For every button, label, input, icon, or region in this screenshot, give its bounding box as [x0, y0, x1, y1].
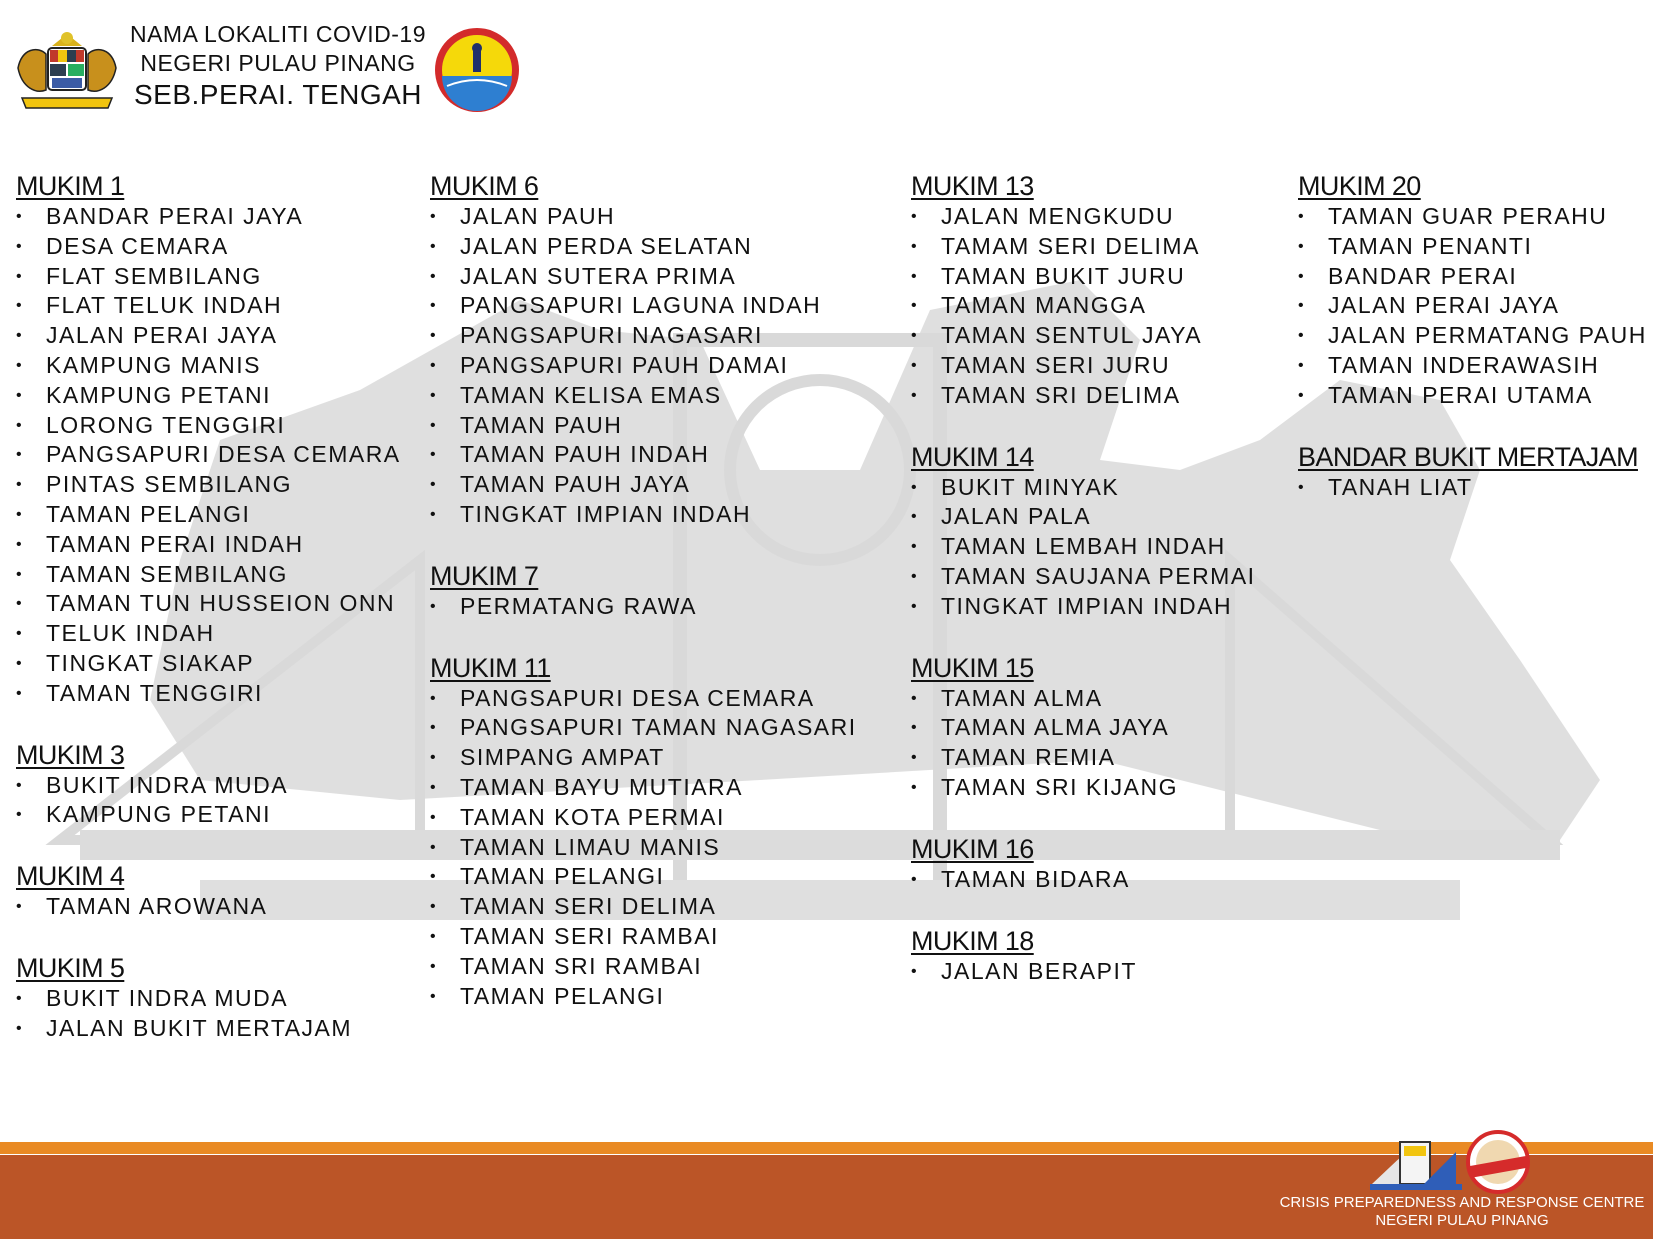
bullet-icon: • [430, 237, 438, 255]
section-title: MUKIM 16 [911, 833, 1034, 864]
list-item [1298, 381, 1647, 411]
locality-name: DESA CEMARA [46, 232, 229, 259]
footer-logos [1366, 1128, 1546, 1198]
list-item [16, 1014, 401, 1044]
locality-list [911, 684, 1256, 803]
bullet-icon: • [911, 508, 919, 526]
locality-name: TINGKAT IMPIAN INDAH [460, 500, 752, 527]
penang-emblem-icon [433, 26, 521, 114]
header-titles [124, 20, 432, 112]
list-item [16, 381, 401, 411]
bullet-icon: • [1298, 356, 1306, 374]
locality-name: BUKIT INDRA MUDA [46, 984, 289, 1011]
bullet-icon: • [16, 476, 24, 494]
bullet-icon: • [911, 597, 919, 615]
header-title-line-1: NAMA LOKALITI COVID-19 [129, 21, 427, 47]
locality-name: TAMAN BIDARA [941, 865, 1130, 892]
locality-name: TAMAN KOTA PERMAI [460, 803, 725, 830]
list-item [16, 560, 401, 590]
bullet-icon: • [16, 446, 24, 464]
list-item [430, 470, 857, 500]
list-item [430, 743, 857, 773]
list-item [1298, 351, 1647, 381]
list-item [911, 381, 1256, 411]
bullet-icon: • [911, 297, 919, 315]
bullet-icon: • [430, 987, 438, 1005]
bullet-icon: • [16, 327, 24, 345]
section-title: MUKIM 14 [911, 441, 1034, 472]
locality-name: TANAH LIAT [1328, 473, 1473, 500]
locality-list [911, 957, 1256, 987]
locality-name: TAMAN SEMBILANG [46, 560, 288, 587]
locality-list [430, 202, 857, 530]
list-item [430, 922, 857, 952]
bullet-icon: • [911, 356, 919, 374]
list-item [16, 291, 401, 321]
section-title: MUKIM 11 [430, 652, 551, 683]
list-item [430, 892, 857, 922]
mukim-section [430, 652, 857, 1012]
locality-list [16, 202, 401, 709]
locality-name: JALAN SUTERA PRIMA [460, 262, 737, 289]
bullet-icon: • [911, 267, 919, 285]
locality-list [16, 892, 401, 922]
locality-name: TAMAN PERAI UTAMA [1328, 381, 1593, 408]
list-item [430, 803, 857, 833]
list-item [430, 351, 857, 381]
locality-name: KAMPUNG PETANI [46, 381, 272, 408]
bullet-icon: • [911, 870, 919, 888]
section-title: MUKIM 18 [911, 925, 1034, 956]
bullet-icon: • [16, 806, 24, 824]
section-title: BANDAR BUKIT MERTAJAM [1298, 441, 1638, 472]
list-item [911, 291, 1256, 321]
section-title: MUKIM 1 [16, 171, 125, 201]
list-item [911, 773, 1256, 803]
mukim-section [911, 170, 1256, 411]
list-item [911, 232, 1256, 262]
list-item [911, 592, 1256, 622]
list-item [430, 862, 857, 892]
list-item [430, 321, 857, 351]
list-item [16, 984, 401, 1014]
header-title-line-2: NEGERI PULAU PINANG [140, 50, 416, 76]
mukim-section [911, 925, 1256, 987]
bullet-icon: • [430, 476, 438, 494]
locality-name: KAMPUNG MANIS [46, 351, 262, 378]
section-title: MUKIM 20 [1298, 171, 1421, 201]
list-item [911, 473, 1256, 503]
list-item [911, 262, 1256, 292]
locality-name: TAMAN TENGGIRI [46, 679, 263, 706]
bullet-icon: • [430, 446, 438, 464]
locality-name: TAMAM SERI DELIMA [941, 232, 1200, 259]
bullet-icon: • [16, 386, 24, 404]
locality-name: PANGSAPURI PAUH DAMAI [460, 351, 789, 378]
locality-name: FLAT SEMBILANG [46, 262, 262, 289]
locality-name: JALAN BERAPIT [941, 957, 1137, 984]
locality-name: JALAN MENGKUDU [941, 203, 1175, 229]
header-title-district: SEB.PERAI. TENGAH [133, 79, 423, 110]
bullet-icon: • [430, 297, 438, 315]
locality-name: JALAN PERMATANG PAUH [1328, 322, 1647, 349]
list-item [911, 713, 1256, 743]
list-item [1298, 321, 1647, 351]
locality-name: LORONG TENGGIRI [46, 411, 286, 438]
bullet-icon: • [16, 776, 24, 794]
section-title: MUKIM 3 [16, 739, 125, 770]
bullet-icon: • [911, 749, 919, 767]
bullet-icon: • [16, 535, 24, 553]
list-item [430, 982, 857, 1012]
mukim-section [1298, 441, 1647, 503]
bullet-icon: • [911, 208, 919, 225]
locality-name: JALAN PERAI JAYA [1328, 292, 1560, 319]
locality-name: TAMAN AROWANA [46, 893, 268, 920]
list-item [911, 957, 1256, 987]
section-title: MUKIM 5 [16, 952, 125, 983]
locality-name: TAMAN LIMAU MANIS [460, 833, 721, 860]
bullet-icon: • [16, 237, 24, 255]
bullet-icon: • [430, 386, 438, 404]
locality-name: TAMAN GUAR PERAHU [1328, 203, 1608, 229]
mukim-section [911, 833, 1256, 895]
list-item [16, 619, 401, 649]
list-item [430, 833, 857, 863]
locality-name: JALAN PAUH [460, 203, 616, 229]
bullet-icon: • [16, 684, 24, 702]
footer-caption-line-2: NEGERI PULAU PINANG [1375, 1212, 1549, 1229]
bullet-icon: • [430, 208, 438, 225]
column-1 [16, 170, 401, 1074]
locality-name: PERMATANG RAWA [460, 592, 697, 619]
locality-name: KAMPUNG PETANI [46, 801, 272, 828]
mukim-section [430, 170, 857, 530]
locality-name: PANGSAPURI LAGUNA INDAH [460, 292, 822, 319]
locality-name: TAMAN LEMBAH INDAH [941, 533, 1226, 560]
locality-name: TAMAN PENANTI [1328, 232, 1533, 259]
locality-name: TAMAN PELANGI [460, 863, 665, 890]
bullet-icon: • [16, 595, 24, 613]
list-item [16, 679, 401, 709]
list-item [430, 202, 857, 232]
locality-name: BUKIT INDRA MUDA [46, 771, 289, 798]
bullet-icon: • [1298, 386, 1306, 404]
locality-name: TAMAN SRI KIJANG [941, 773, 1178, 800]
mukim-section [430, 560, 857, 622]
list-item [16, 649, 401, 679]
locality-list [911, 473, 1256, 622]
coat-of-arms-icon [12, 28, 122, 114]
list-item [430, 411, 857, 441]
penang-lawan-covid-badge-icon [1468, 1132, 1528, 1192]
mukim-section [911, 441, 1256, 622]
list-item [1298, 291, 1647, 321]
bullet-icon: • [911, 478, 919, 496]
bullet-icon: • [430, 808, 438, 826]
locality-name: TAMAN PELANGI [46, 500, 251, 527]
list-item [911, 562, 1256, 592]
locality-name: TAMAN SERI RAMBAI [460, 922, 719, 949]
bullet-icon: • [911, 778, 919, 796]
locality-name: TAMAN PAUH [460, 411, 623, 438]
bullet-icon: • [1298, 327, 1306, 345]
locality-list [911, 202, 1256, 411]
list-item [16, 530, 401, 560]
list-item [911, 743, 1256, 773]
list-item [16, 892, 401, 922]
bullet-icon: • [911, 962, 919, 980]
bullet-icon: • [430, 957, 438, 975]
list-item [430, 592, 857, 622]
bullet-icon: • [430, 778, 438, 796]
locality-name: PANGSAPURI NAGASARI [460, 322, 763, 349]
locality-list [16, 984, 401, 1044]
column-4 [1298, 170, 1647, 532]
bullet-icon: • [430, 356, 438, 374]
list-item [16, 411, 401, 441]
locality-name: TAMAN PELANGI [460, 982, 665, 1009]
list-item [1298, 232, 1647, 262]
locality-list [430, 684, 857, 1012]
mukim-section [16, 170, 401, 709]
list-item [911, 202, 1256, 232]
bullet-icon: • [430, 267, 438, 285]
locality-name: TAMAN ALMA JAYA [941, 714, 1170, 741]
locality-name: TAMAN REMIA [941, 744, 1116, 771]
bullet-icon: • [430, 689, 438, 707]
list-item [911, 684, 1256, 714]
locality-name: TAMAN SAUJANA PERMAI [941, 562, 1256, 589]
locality-name: JALAN PALA [941, 503, 1092, 530]
bullet-icon: • [16, 505, 24, 523]
bullet-icon: • [16, 898, 24, 916]
locality-name: TAMAN PAUH INDAH [460, 441, 710, 468]
list-item [430, 381, 857, 411]
mukim-section [16, 739, 401, 831]
locality-name: TAMAN SRI RAMBAI [460, 952, 703, 979]
list-item [16, 771, 401, 801]
locality-name: JALAN PERDA SELATAN [460, 232, 753, 259]
footer-caption [1272, 1194, 1652, 1230]
locality-list [1298, 202, 1647, 411]
locality-list [1298, 473, 1647, 503]
column-2 [430, 170, 857, 1041]
list-item [430, 773, 857, 803]
bullet-icon: • [16, 625, 24, 643]
bullet-icon: • [16, 1019, 24, 1037]
bullet-icon: • [16, 356, 24, 374]
bullet-icon: • [430, 838, 438, 856]
locality-name: PANGSAPURI TAMAN NAGASARI [460, 714, 857, 741]
footer-caption-line-1: CRISIS PREPAREDNESS AND RESPONSE CENTRE [1279, 1194, 1645, 1211]
locality-name: PANGSAPURI DESA CEMARA [46, 441, 401, 468]
list-item [430, 500, 857, 530]
bullet-icon: • [430, 719, 438, 737]
list-item [16, 589, 401, 619]
list-item [430, 952, 857, 982]
locality-list [16, 771, 401, 831]
column-3 [911, 170, 1256, 1016]
bullet-icon: • [911, 689, 919, 707]
list-item [1298, 262, 1647, 292]
bullet-icon: • [430, 327, 438, 345]
section-title: MUKIM 13 [911, 171, 1034, 201]
locality-name: TAMAN SENTUL JAYA [941, 322, 1203, 349]
bullet-icon: • [16, 208, 24, 225]
bullet-icon: • [1298, 267, 1306, 285]
bullet-icon: • [16, 565, 24, 583]
locality-name: SIMPANG AMPAT [460, 744, 665, 771]
list-item [430, 291, 857, 321]
list-item [911, 502, 1256, 532]
bullet-icon: • [911, 327, 919, 345]
list-item [16, 232, 401, 262]
bullet-icon: • [16, 654, 24, 672]
bullet-icon: • [430, 749, 438, 767]
bullet-icon: • [16, 989, 24, 1007]
list-item [430, 262, 857, 292]
list-item [430, 713, 857, 743]
list-item [16, 351, 401, 381]
locality-name: TAMAN SRI DELIMA [941, 381, 1181, 408]
bullet-icon: • [911, 719, 919, 737]
locality-name: TAMAN BAYU MUTIARA [460, 773, 743, 800]
bullet-icon: • [430, 416, 438, 434]
section-title: MUKIM 15 [911, 652, 1034, 683]
mukim-section [911, 652, 1256, 803]
list-item [430, 684, 857, 714]
locality-name: BUKIT MINYAK [941, 473, 1120, 500]
locality-name: TAMAN KELISA EMAS [460, 381, 722, 408]
bullet-icon: • [911, 237, 919, 255]
mukim-section [16, 860, 401, 922]
locality-name: TINGKAT SIAKAP [46, 649, 255, 676]
bullet-icon: • [16, 267, 24, 285]
bullet-icon: • [430, 898, 438, 916]
bullet-icon: • [1298, 237, 1306, 255]
locality-name: PINTAS SEMBILANG [46, 471, 292, 498]
list-item [16, 321, 401, 351]
locality-name: FLAT TELUK INDAH [46, 292, 283, 319]
bullet-icon: • [16, 416, 24, 434]
list-item [16, 262, 401, 292]
section-title: MUKIM 6 [430, 171, 539, 201]
locality-name: JALAN PERAI JAYA [46, 322, 278, 349]
locality-name: TAMAN PERAI INDAH [46, 530, 304, 557]
locality-name: PANGSAPURI DESA CEMARA [460, 684, 815, 711]
locality-list [911, 865, 1256, 895]
locality-name: TELUK INDAH [46, 620, 215, 647]
mukim-section [16, 952, 401, 1044]
list-item [430, 232, 857, 262]
locality-name: TAMAN PAUH JAYA [460, 471, 691, 498]
bullet-icon: • [911, 386, 919, 404]
bullet-icon: • [1298, 478, 1306, 496]
list-item [430, 440, 857, 470]
locality-name: TAMAN TUN HUSSEION ONN [46, 590, 396, 617]
bullet-icon: • [1298, 297, 1306, 315]
locality-list [430, 592, 857, 622]
list-item [16, 440, 401, 470]
list-item [1298, 202, 1647, 232]
bullet-icon: • [430, 505, 438, 523]
bullet-icon: • [911, 538, 919, 556]
list-item [911, 351, 1256, 381]
list-item [1298, 473, 1647, 503]
cprc-logo-icon [1370, 1142, 1462, 1190]
list-item [16, 202, 401, 232]
locality-name: TAMAN SERI JURU [941, 351, 1171, 378]
mukim-section [1298, 170, 1647, 411]
bullet-icon: • [16, 297, 24, 315]
list-item [16, 470, 401, 500]
list-item [911, 532, 1256, 562]
bullet-icon: • [911, 567, 919, 585]
bullet-icon: • [430, 868, 438, 886]
bullet-icon: • [430, 927, 438, 945]
section-title: MUKIM 7 [430, 560, 539, 591]
list-item [911, 865, 1256, 895]
locality-name: TINGKAT IMPIAN INDAH [941, 592, 1233, 619]
locality-name: TAMAN MANGGA [941, 292, 1147, 319]
section-title: MUKIM 4 [16, 861, 125, 892]
locality-name: TAMAN ALMA [941, 684, 1103, 711]
locality-name: BANDAR PERAI JAYA [46, 203, 304, 229]
locality-name: BANDAR PERAI [1328, 262, 1518, 289]
bullet-icon: • [430, 597, 438, 615]
locality-name: TAMAN INDERAWASIH [1328, 351, 1600, 378]
list-item [911, 321, 1256, 351]
bullet-icon: • [1298, 208, 1306, 225]
list-item [16, 800, 401, 830]
locality-name: TAMAN BUKIT JURU [941, 262, 1186, 289]
locality-name: JALAN BUKIT MERTAJAM [46, 1014, 353, 1041]
list-item [16, 500, 401, 530]
locality-name: TAMAN SERI DELIMA [460, 893, 717, 920]
